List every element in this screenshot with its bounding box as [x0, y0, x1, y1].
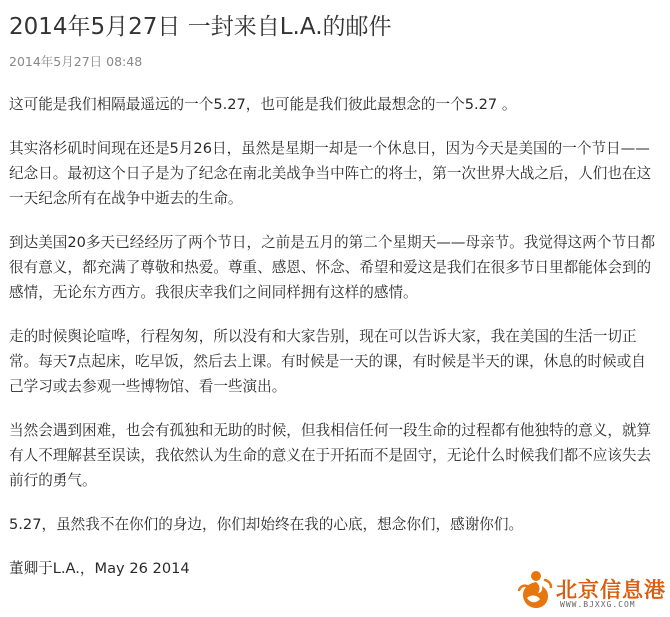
watermark-site-name: 北京信息港: [556, 579, 666, 602]
article-paragraph-5: 当然会遇到困难，也会有孤独和无助的时候，但我相信任何一段生命的过程都有他独特的意义，就算有人不理解甚至误读，我依然认为生命的意义在于开拓而不是固守，无论什么时候我们都不应该失去前行的勇气。: [9, 422, 652, 489]
article-paragraph-3: 到达美国20多天已经经历了两个节日，之前是五月的第二个星期天——母亲节。我觉得这两个节日都很有意义，都充满了尊敬和热爱。尊重、感恩、怀念、希望和爱这是我们在很多节日里都能体会到的感情，无论东方西方。我很庆幸我们之间同样拥有这样的感情。: [9, 234, 656, 301]
article-date: 2014年5月27日 08:48: [9, 54, 143, 69]
article-paragraph-2: 其实洛杉矶时间现在还是5月26日，虽然是星期一却是一个休息日，因为今天是美国的一个节日——纪念日。最初这个日子是为了纪念在南北美战争当中阵亡的将士，第一次世界大战之后，人们也在这一天纪念所有在战争中逝去的生命。: [9, 140, 652, 207]
article-paragraph-4: 走的时候舆论喧哗，行程匆匆，所以没有和大家告别，现在可以告诉大家，我在美国的生活一切正常。每天7点起床，吃早饭，然后去上课。有时候是一天的课，有时候是半天的课，休息的时候或自己学习或去参观一些博物馆、看一些演出。: [9, 328, 646, 395]
site-watermark-logo: [515, 566, 665, 612]
watermark-site-url: WWW.BJXXG.COM: [560, 600, 636, 609]
article-body: [9, 92, 659, 600]
fire-person-logo-icon: [515, 568, 555, 610]
article-paragraph-1: 这可能是我们相隔最遥远的一个5.27，也可能是我们彼此最想念的一个5.27 。: [9, 96, 517, 113]
article-signature: 董卿于L.A.，May 26 2014: [9, 560, 190, 577]
article-paragraph-6: 5.27，虽然我不在你们的身边，你们却始终在我的心底，想念你们，感谢你们。: [9, 516, 524, 533]
article-title: 2014年5月27日 一封来自L.A.的邮件: [9, 14, 392, 40]
